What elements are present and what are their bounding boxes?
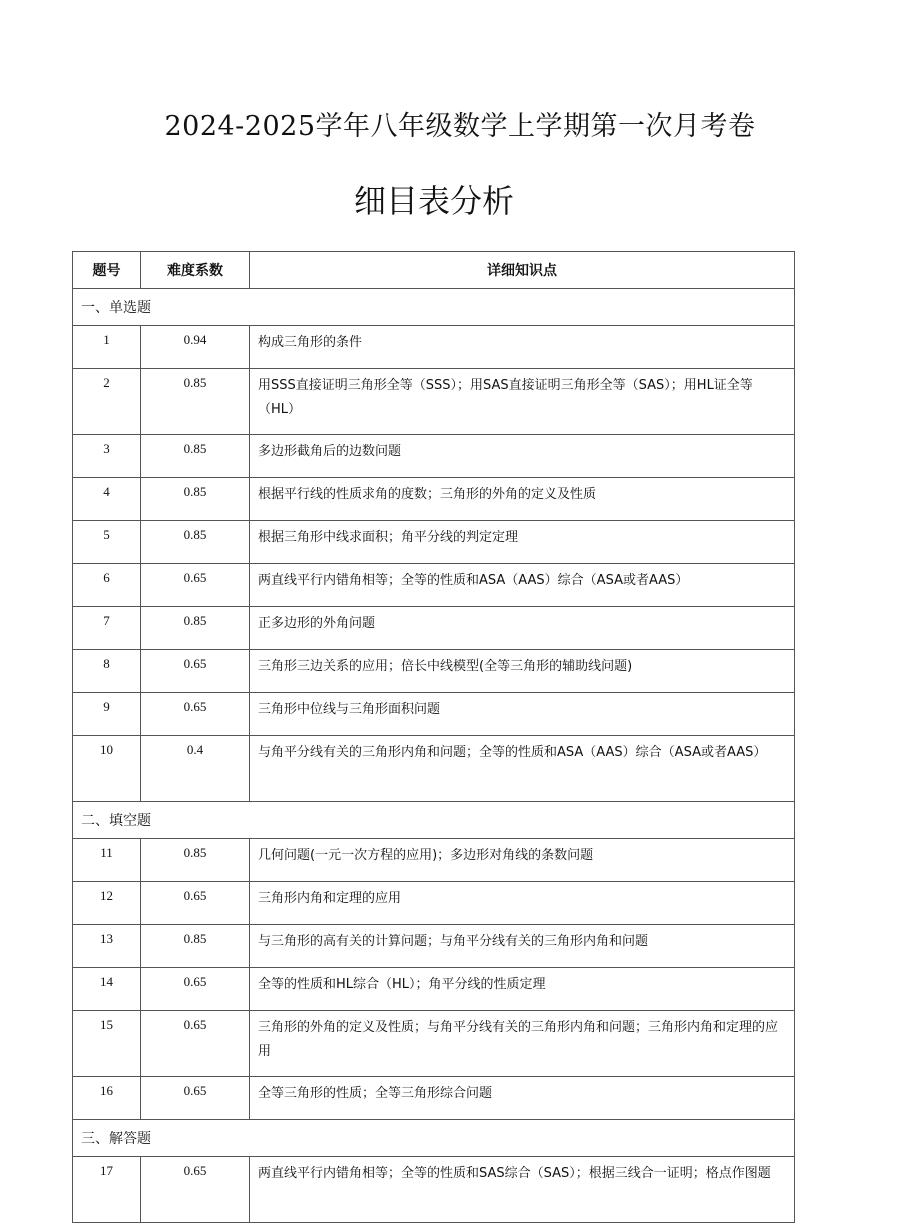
knowledge-points: 用SSS直接证明三角形全等（SSS）；用SAS直接证明三角形全等（SAS）；用HL证全等（HL） xyxy=(250,369,795,435)
knowledge-points: 全等的性质和HL综合（HL）；角平分线的性质定理 xyxy=(250,968,795,1011)
question-number: 11 xyxy=(73,839,141,882)
knowledge-points: 全等三角形的性质；全等三角形综合问题 xyxy=(250,1077,795,1120)
difficulty-value: 0.85 xyxy=(141,607,250,650)
table-row xyxy=(73,882,795,925)
table-row xyxy=(73,607,795,650)
document-subtitle: 细目表分析 xyxy=(353,182,514,220)
table-row xyxy=(73,435,795,478)
section-label: 三、解答题 xyxy=(73,1120,795,1157)
question-number: 6 xyxy=(73,564,141,607)
question-number: 5 xyxy=(73,521,141,564)
table-row xyxy=(73,1011,795,1077)
table-row xyxy=(73,925,795,968)
table-header-row xyxy=(73,252,795,289)
header-difficulty: 难度系数 xyxy=(141,252,250,289)
table-row xyxy=(73,693,795,736)
question-number: 10 xyxy=(73,736,141,802)
question-number: 3 xyxy=(73,435,141,478)
knowledge-points: 三角形的外角的定义及性质；与角平分线有关的三角形内角和问题；三角形内角和定理的应用 xyxy=(250,1011,795,1077)
knowledge-points: 与三角形的高有关的计算问题；与角平分线有关的三角形内角和问题 xyxy=(250,925,795,968)
header-knowledge-points: 详细知识点 xyxy=(250,252,795,289)
question-number: 13 xyxy=(73,925,141,968)
difficulty-value: 0.4 xyxy=(141,736,250,802)
knowledge-points: 与角平分线有关的三角形内角和问题；全等的性质和ASA（AAS）综合（ASA或者AAS） xyxy=(250,736,795,802)
section-label: 二、填空题 xyxy=(73,802,795,839)
difficulty-value: 0.65 xyxy=(141,564,250,607)
difficulty-value: 0.85 xyxy=(141,839,250,882)
question-number: 7 xyxy=(73,607,141,650)
difficulty-value: 0.65 xyxy=(141,882,250,925)
table-row xyxy=(73,1157,795,1223)
difficulty-value: 0.65 xyxy=(141,1011,250,1077)
question-number: 17 xyxy=(73,1157,141,1223)
question-number: 9 xyxy=(73,693,141,736)
difficulty-value: 0.85 xyxy=(141,478,250,521)
table-row xyxy=(73,521,795,564)
analysis-table xyxy=(72,251,795,1223)
knowledge-points: 根据三角形中线求面积；角平分线的判定定理 xyxy=(250,521,795,564)
question-number: 1 xyxy=(73,326,141,369)
knowledge-points: 三角形内角和定理的应用 xyxy=(250,882,795,925)
knowledge-points: 多边形截角后的边数问题 xyxy=(250,435,795,478)
knowledge-points: 根据平行线的性质求角的度数；三角形的外角的定义及性质 xyxy=(250,478,795,521)
knowledge-points: 三角形中位线与三角形面积问题 xyxy=(250,693,795,736)
table-row xyxy=(73,1077,795,1120)
table-row xyxy=(73,564,795,607)
difficulty-value: 0.65 xyxy=(141,650,250,693)
knowledge-points: 正多边形的外角问题 xyxy=(250,607,795,650)
question-number: 14 xyxy=(73,968,141,1011)
table-row xyxy=(73,650,795,693)
table-row xyxy=(73,736,795,802)
table-row xyxy=(73,369,795,435)
section-row xyxy=(73,802,795,839)
difficulty-value: 0.94 xyxy=(141,326,250,369)
knowledge-points: 两直线平行内错角相等；全等的性质和ASA（AAS）综合（ASA或者AAS） xyxy=(250,564,795,607)
section-row xyxy=(73,1120,795,1157)
difficulty-value: 0.65 xyxy=(141,1157,250,1223)
difficulty-value: 0.85 xyxy=(141,435,250,478)
section-row xyxy=(73,289,795,326)
difficulty-value: 0.65 xyxy=(141,1077,250,1120)
difficulty-value: 0.85 xyxy=(141,521,250,564)
question-number: 8 xyxy=(73,650,141,693)
section-label: 一、单选题 xyxy=(73,289,795,326)
table-row xyxy=(73,326,795,369)
difficulty-value: 0.65 xyxy=(141,693,250,736)
knowledge-points: 构成三角形的条件 xyxy=(250,326,795,369)
knowledge-points: 两直线平行内错角相等；全等的性质和SAS综合（SAS）；根据三线合一证明；格点作图题 xyxy=(250,1157,795,1223)
question-number: 15 xyxy=(73,1011,141,1077)
table-row xyxy=(73,478,795,521)
difficulty-value: 0.65 xyxy=(141,968,250,1011)
document-title: 2024-2025学年八年级数学上学期第一次月考卷 xyxy=(164,111,756,142)
question-number: 16 xyxy=(73,1077,141,1120)
difficulty-value: 0.85 xyxy=(141,925,250,968)
knowledge-points: 几何问题(一元一次方程的应用)；多边形对角线的条数问题 xyxy=(250,839,795,882)
table-row xyxy=(73,839,795,882)
question-number: 2 xyxy=(73,369,141,435)
question-number: 12 xyxy=(73,882,141,925)
table-row xyxy=(73,968,795,1011)
header-question-number: 题号 xyxy=(73,252,141,289)
question-number: 4 xyxy=(73,478,141,521)
knowledge-points: 三角形三边关系的应用；倍长中线模型(全等三角形的辅助线问题) xyxy=(250,650,795,693)
difficulty-value: 0.85 xyxy=(141,369,250,435)
